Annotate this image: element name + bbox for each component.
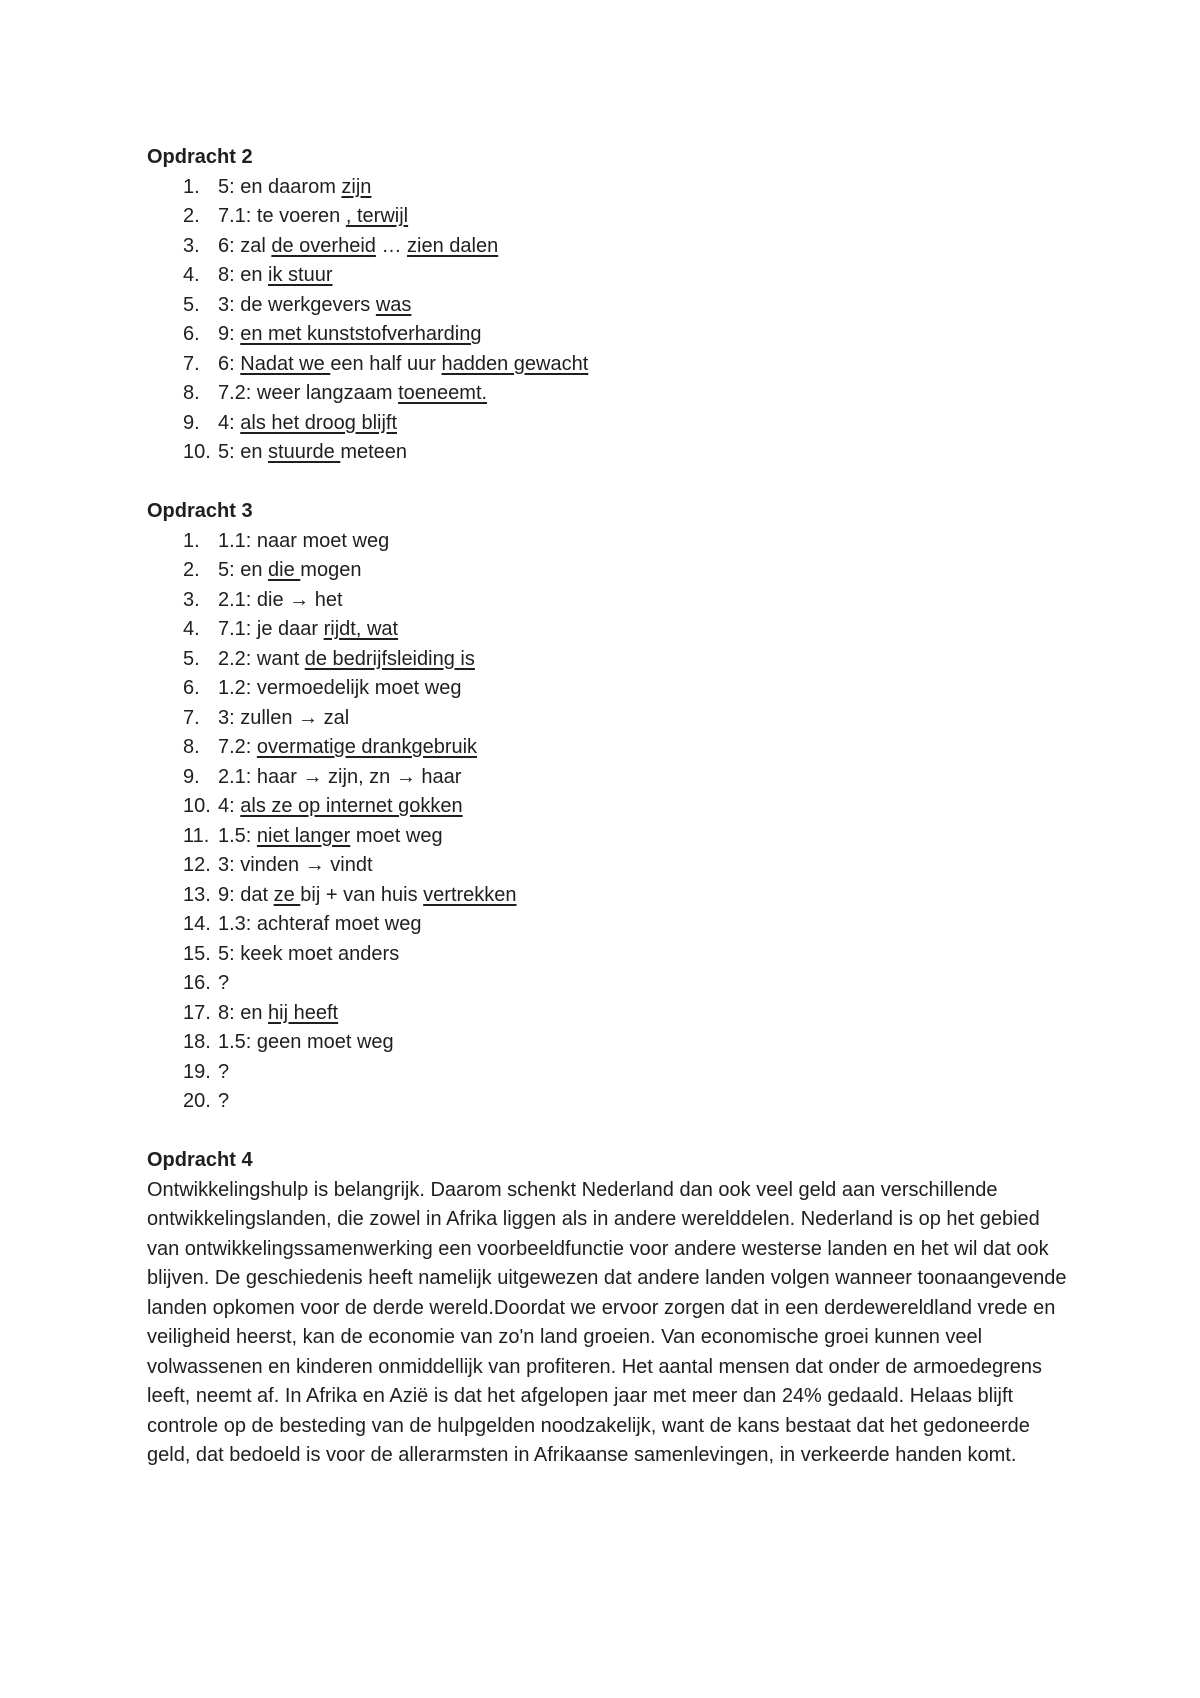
- spacer: [147, 468, 1067, 498]
- item-text: 6:: [218, 352, 241, 375]
- underlined-text: niet langer: [256, 824, 351, 847]
- item-text: 5: en: [218, 559, 269, 581]
- list-item-number: 12.: [183, 854, 211, 876]
- item-text: 7.2:: [218, 736, 257, 758]
- opdracht4-paragraph: Ontwikkelingshulp is belangrijk. Daarom schenkt Nederland dan ook veel geld aan verschillende ontwikkelingslanden, die zowel in Afrika liggen als in andere werelddelen. Nederland is op het gebied van ontwikkelingssamenwerking een voorbeeldfunctie voor andere westerse landen en het wil dat ook blijven. De geschiedenis heeft namelijk uitgewezen dat andere landen volgen wanneer toonaangevende landen opkomen voor de derde wereld.Doordat we ervoor zorgen dat in een derdewereldland vrede en veiligheid heerst, kan de economie van zo'n land groeien. Van economische groei kunnen veel volwassenen en kinderen onmiddellijk van profiteren. Het aantal mensen dat onder de armoedegrens leeft, neemt af. In Afrika en Azië is dat het afgelopen jaar met meer dan 24% gedaald. Helaas blijft controle op de besteding van de hulpgelden noodzakelijk, want de kans bestaat dat het gedoneerde geld, dat bedoeld is voor de allerarmsten in Afrikaanse samenlevingen, in verkeerde handen komt.: [147, 1178, 1067, 1466]
- list-item-number: 8.: [183, 736, 200, 758]
- list-item: [147, 438, 1067, 468]
- list-item: [147, 910, 1067, 940]
- item-text: 1.1: naar moet weg: [218, 529, 390, 552]
- list-item: [147, 173, 1067, 203]
- item-text: 2.2: want: [218, 647, 305, 670]
- underlined-text: vertrekken: [423, 883, 517, 906]
- list-item-number: 7.: [183, 352, 200, 375]
- underlined-text: Nadat we: [240, 352, 331, 375]
- item-text: 3: zullen → zal: [218, 706, 350, 729]
- item-text: moet weg: [350, 824, 443, 847]
- list-item-number: 7.: [183, 706, 200, 729]
- item-text: 3: de werkgevers: [218, 293, 376, 316]
- item-text: 2.1: haar → zijn, zn → haar: [218, 765, 462, 788]
- list-item: [147, 822, 1067, 852]
- spacer: [147, 1117, 1067, 1147]
- underlined-text: en met kunststofverharding: [240, 323, 482, 345]
- item-text: 7.1: je daar: [218, 618, 324, 640]
- item-text: 1.5:: [218, 824, 257, 847]
- item-text: 1.3: achteraf moet weg: [218, 913, 422, 935]
- item-text: bij + van huis: [300, 883, 424, 906]
- underlined-text: overmatige drankgebruik: [256, 736, 478, 758]
- list-item: [147, 969, 1067, 999]
- list-item-number: 10.: [183, 795, 211, 817]
- item-text: 1.2: vermoedelijk moet weg: [218, 677, 462, 699]
- underlined-text: als ze op internet gokken: [240, 795, 463, 817]
- list-item: [147, 556, 1067, 586]
- underlined-text: rijdt, wat: [323, 618, 399, 640]
- list-item: [147, 320, 1067, 350]
- item-text: 5: en daarom: [218, 175, 342, 198]
- underlined-text: de bedrijfsleiding is: [304, 647, 475, 670]
- list-item: [147, 527, 1067, 557]
- list-item-number: 1.: [183, 175, 200, 198]
- underlined-text: hij heeft: [268, 1001, 339, 1024]
- item-text: 7.2: weer langzaam: [218, 382, 399, 404]
- list-item: [147, 674, 1067, 704]
- opdracht4-heading: Opdracht 4: [147, 1149, 253, 1171]
- list-item-number: 13.: [183, 883, 211, 906]
- item-text: 5: keek moet anders: [218, 942, 400, 965]
- list-item-number: 2.: [183, 205, 200, 227]
- list-item-number: 2.: [183, 559, 200, 581]
- underlined-text: hadden gewacht: [441, 352, 589, 375]
- list-item: [147, 881, 1067, 911]
- list-item: [147, 409, 1067, 439]
- list-item-number: 19.: [183, 1060, 211, 1083]
- list-item-number: 18.: [183, 1031, 211, 1053]
- underlined-text: ze: [273, 883, 301, 906]
- underlined-text: zien dalen: [407, 234, 499, 257]
- opdracht2-list: [147, 173, 1067, 468]
- list-item-number: 5.: [183, 293, 200, 316]
- list-item: [147, 733, 1067, 763]
- list-item-number: 4.: [183, 618, 200, 640]
- list-item: [147, 999, 1067, 1029]
- item-text: 1.5: geen moet weg: [218, 1031, 394, 1053]
- list-item: [147, 792, 1067, 822]
- item-text: meteen: [340, 441, 408, 463]
- item-text: ?: [218, 1090, 230, 1112]
- list-item: [147, 1087, 1067, 1117]
- item-text: mogen: [300, 559, 362, 581]
- list-item-number: 3.: [183, 234, 200, 257]
- document-page: [147, 143, 1067, 1471]
- item-text: …: [375, 234, 408, 257]
- list-item-number: 1.: [183, 529, 200, 552]
- item-text: ?: [218, 972, 230, 994]
- list-item: [147, 350, 1067, 380]
- item-text: 8: en: [218, 1001, 269, 1024]
- item-text: 3: vinden → vindt: [218, 854, 373, 876]
- item-text: 9:: [218, 323, 241, 345]
- underlined-text: was: [375, 293, 412, 316]
- item-text: ?: [218, 1060, 230, 1083]
- list-item: [147, 261, 1067, 291]
- opdracht3-heading: Opdracht 3: [147, 500, 253, 522]
- item-text: 8: en: [218, 264, 269, 286]
- item-text: 2.1: die → het: [218, 588, 343, 611]
- list-item: [147, 291, 1067, 321]
- underlined-text: de overheid: [271, 234, 376, 257]
- underlined-text: , terwijl: [345, 205, 409, 227]
- item-text: 5: en: [218, 441, 269, 463]
- list-item-number: 4.: [183, 264, 200, 286]
- list-item-number: 6.: [183, 323, 200, 345]
- list-item: [147, 940, 1067, 970]
- underlined-text: stuurde: [268, 441, 341, 463]
- list-item: [147, 615, 1067, 645]
- list-item: [147, 851, 1067, 881]
- list-item-number: 9.: [183, 765, 200, 788]
- list-item-number: 20.: [183, 1090, 211, 1112]
- list-item: [147, 232, 1067, 262]
- list-item-number: 6.: [183, 677, 200, 699]
- opdracht2-heading: Opdracht 2: [147, 146, 253, 168]
- list-item: [147, 1058, 1067, 1088]
- list-item: [147, 704, 1067, 734]
- list-item-number: 8.: [183, 382, 200, 404]
- list-item: [147, 1028, 1067, 1058]
- underlined-text: als het droog blijft: [240, 411, 398, 434]
- list-item-number: 5.: [183, 647, 200, 670]
- underlined-text: zijn: [341, 175, 372, 198]
- list-item: [147, 202, 1067, 232]
- item-text: 4:: [218, 411, 241, 434]
- item-text: 6: zal: [218, 234, 272, 257]
- list-item-number: 17.: [183, 1001, 211, 1024]
- list-item: [147, 586, 1067, 616]
- underlined-text: die: [268, 559, 301, 581]
- opdracht3-list: [147, 527, 1067, 1117]
- list-item-number: 3.: [183, 588, 200, 611]
- underlined-text: toeneemt.: [398, 382, 488, 404]
- list-item: [147, 763, 1067, 793]
- list-item-number: 10.: [183, 441, 211, 463]
- list-item-number: 15.: [183, 942, 211, 965]
- list-item-number: 16.: [183, 972, 211, 994]
- list-item-number: 11.: [183, 824, 210, 847]
- list-item-number: 14.: [183, 913, 211, 935]
- list-item: [147, 645, 1067, 675]
- item-text: 4:: [218, 795, 241, 817]
- underlined-text: ik stuur: [268, 264, 333, 286]
- item-text: 9: dat: [218, 883, 274, 906]
- item-text: 7.1: te voeren: [218, 205, 346, 227]
- list-item: [147, 379, 1067, 409]
- item-text: een half uur: [330, 352, 442, 375]
- list-item-number: 9.: [183, 411, 200, 434]
